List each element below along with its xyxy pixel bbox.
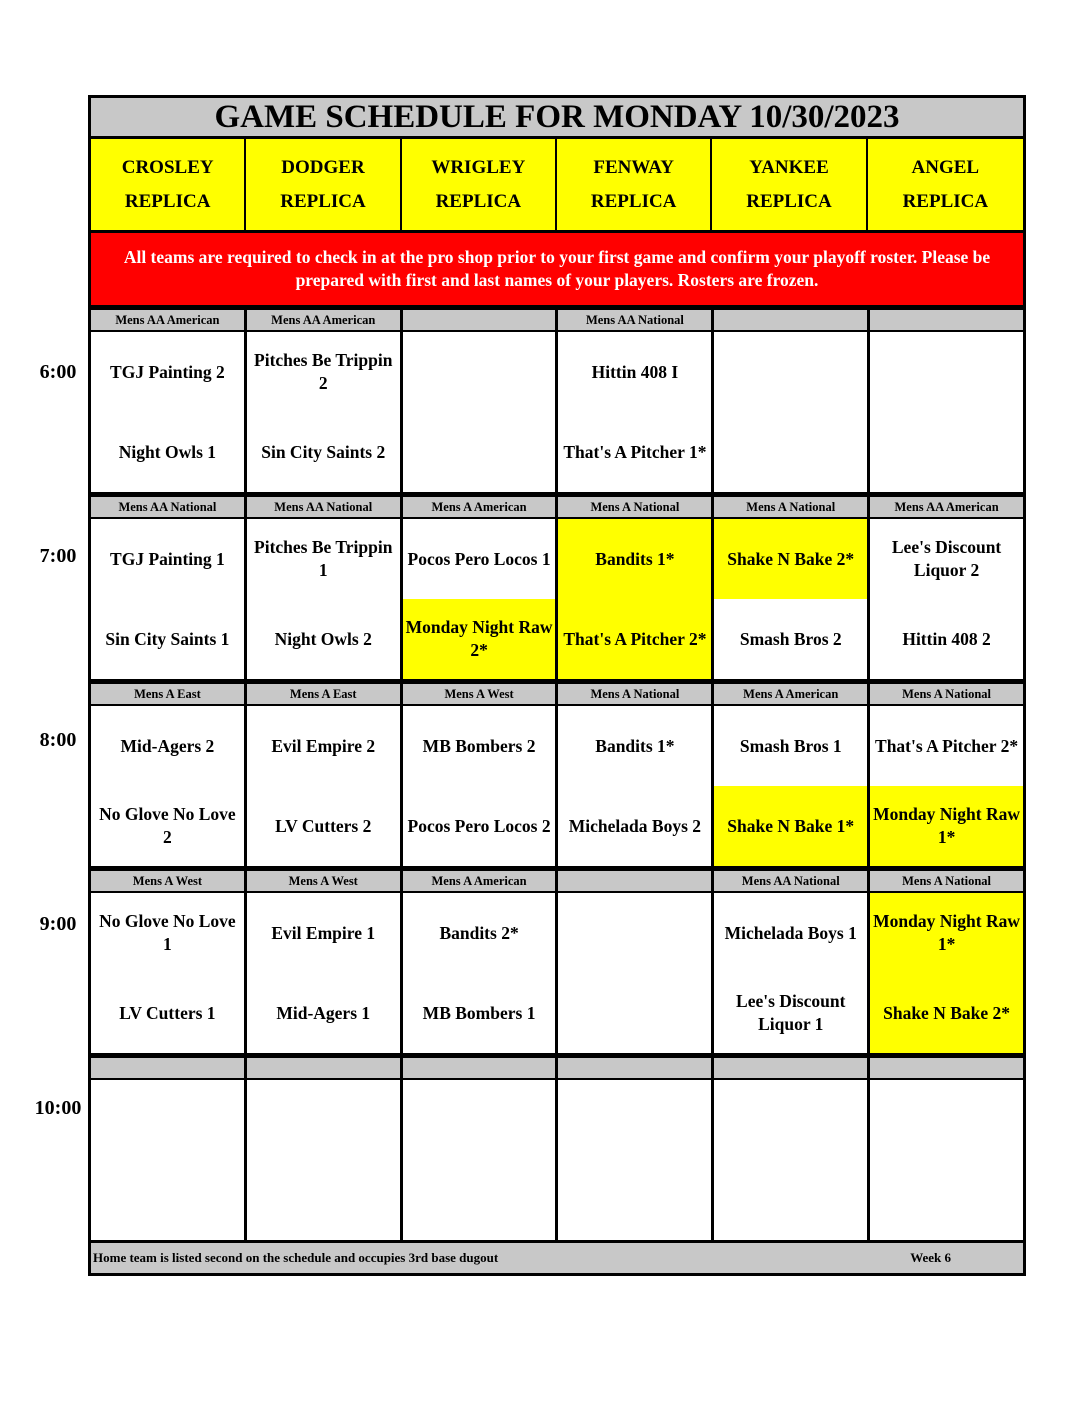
game-cell bbox=[403, 893, 556, 1053]
home-team bbox=[714, 1160, 867, 1240]
away-team bbox=[247, 1080, 400, 1160]
game-cell bbox=[714, 706, 867, 866]
away-team bbox=[714, 332, 867, 412]
away-team: Pitches Be Trippin 1 bbox=[247, 519, 400, 599]
game-cell bbox=[714, 893, 867, 1053]
home-team: Monday Night Raw 2* bbox=[403, 599, 556, 679]
division-label: Mens A American bbox=[403, 497, 556, 517]
division-label: Mens AA National bbox=[714, 871, 867, 891]
division-label bbox=[91, 1058, 244, 1078]
away-team bbox=[558, 1080, 711, 1160]
division-label: Mens AA National bbox=[91, 497, 244, 517]
game-cell bbox=[247, 893, 400, 1053]
home-team: Shake N Bake 1* bbox=[714, 786, 867, 866]
division-label bbox=[403, 310, 556, 330]
division-label: Mens AA National bbox=[558, 310, 711, 330]
schedule-footer bbox=[88, 1243, 1026, 1276]
home-team: Night Owls 2 bbox=[247, 599, 400, 679]
home-team bbox=[403, 412, 556, 492]
away-team: Hittin 408 I bbox=[558, 332, 711, 412]
home-team bbox=[558, 1160, 711, 1240]
home-team: Sin City Saints 1 bbox=[91, 599, 244, 679]
home-team: Night Owls 1 bbox=[91, 412, 244, 492]
field-name: FENWAY bbox=[593, 156, 674, 178]
field-yankee bbox=[712, 139, 867, 233]
home-team bbox=[558, 973, 711, 1053]
game-cell bbox=[403, 1080, 556, 1240]
home-team-note: Home team is listed second on the schedule and occupies 3rd base dugout bbox=[93, 1250, 499, 1265]
game-cell bbox=[403, 519, 556, 679]
division-label: Mens A West bbox=[91, 871, 244, 891]
away-team: Evil Empire 1 bbox=[247, 893, 400, 973]
home-team: Hittin 408 2 bbox=[870, 599, 1023, 679]
division-label bbox=[714, 1058, 867, 1078]
division-row bbox=[88, 682, 1026, 706]
field-wrigley bbox=[402, 139, 557, 233]
game-row bbox=[88, 893, 1026, 1056]
home-team: MB Bombers 1 bbox=[403, 973, 556, 1053]
home-team: Michelada Boys 2 bbox=[558, 786, 711, 866]
time-label: 9:00 bbox=[39, 913, 77, 935]
away-team: Bandits 1* bbox=[558, 706, 711, 786]
division-label: Mens A National bbox=[558, 497, 711, 517]
home-team bbox=[247, 1160, 400, 1240]
division-label: Mens A American bbox=[714, 684, 867, 704]
home-team: Lee's Discount Liquor 1 bbox=[714, 973, 867, 1053]
away-team: Evil Empire 2 bbox=[247, 706, 400, 786]
home-team bbox=[403, 1160, 556, 1240]
division-label bbox=[247, 1058, 400, 1078]
time-label: 7:00 bbox=[39, 545, 77, 567]
game-cell bbox=[247, 519, 400, 679]
game-cell bbox=[714, 1080, 867, 1240]
home-team: LV Cutters 1 bbox=[91, 973, 244, 1053]
home-team: LV Cutters 2 bbox=[247, 786, 400, 866]
division-label: Mens AA National bbox=[247, 497, 400, 517]
division-label: Mens A West bbox=[247, 871, 400, 891]
game-cell bbox=[403, 706, 556, 866]
division-row bbox=[88, 308, 1026, 332]
field-crosley bbox=[91, 139, 246, 233]
game-cell bbox=[91, 519, 244, 679]
field-fenway bbox=[557, 139, 712, 233]
time-label: 8:00 bbox=[39, 729, 77, 751]
field-sub: REPLICA bbox=[124, 190, 211, 212]
schedule-title: GAME SCHEDULE FOR MONDAY 10/30/2023 bbox=[88, 95, 1026, 139]
game-cell bbox=[247, 332, 400, 492]
away-team: TGJ Painting 2 bbox=[91, 332, 244, 412]
home-team bbox=[714, 412, 867, 492]
week-label: Week 6 bbox=[910, 1250, 951, 1265]
checkin-notice: All teams are required to check in at the pro shop prior to your first game and confirm your playoff roster. Please be prepared with first and last names of your players. Rosters are frozen. bbox=[88, 233, 1026, 308]
away-team: Pocos Pero Locos 1 bbox=[403, 519, 556, 599]
division-row bbox=[88, 869, 1026, 893]
field-name: WRIGLEY bbox=[431, 156, 526, 178]
division-label bbox=[870, 310, 1023, 330]
home-team: Pocos Pero Locos 2 bbox=[403, 786, 556, 866]
division-label: Mens AA American bbox=[870, 497, 1023, 517]
home-team: Mid-Agers 1 bbox=[247, 973, 400, 1053]
home-team: Monday Night Raw 1* bbox=[870, 786, 1023, 866]
division-label: Mens A American bbox=[403, 871, 556, 891]
division-label: Mens A National bbox=[870, 871, 1023, 891]
division-label: Mens A National bbox=[558, 684, 711, 704]
game-cell bbox=[870, 1080, 1023, 1240]
game-cell bbox=[247, 1080, 400, 1240]
away-team: MB Bombers 2 bbox=[403, 706, 556, 786]
away-team: Mid-Agers 2 bbox=[91, 706, 244, 786]
game-cell bbox=[714, 519, 867, 679]
game-cell bbox=[558, 519, 711, 679]
game-row bbox=[88, 332, 1026, 495]
away-team bbox=[91, 1080, 244, 1160]
field-name: ANGEL bbox=[911, 156, 980, 178]
away-team: Michelada Boys 1 bbox=[714, 893, 867, 973]
division-row bbox=[88, 495, 1026, 519]
game-cell bbox=[403, 332, 556, 492]
division-label: Mens A East bbox=[247, 684, 400, 704]
field-sub: REPLICA bbox=[435, 190, 522, 212]
home-team: That's A Pitcher 2* bbox=[558, 599, 711, 679]
away-team bbox=[870, 1080, 1023, 1160]
away-team: That's A Pitcher 2* bbox=[870, 706, 1023, 786]
division-label: Mens A West bbox=[403, 684, 556, 704]
home-team bbox=[870, 412, 1023, 492]
home-team: Shake N Bake 2* bbox=[870, 973, 1023, 1053]
game-cell bbox=[91, 1080, 244, 1240]
away-team: Monday Night Raw 1* bbox=[870, 893, 1023, 973]
field-name: CROSLEY bbox=[121, 156, 214, 178]
game-cell bbox=[91, 332, 244, 492]
field-name: DODGER bbox=[281, 156, 365, 178]
home-team: No Glove No Love 2 bbox=[91, 786, 244, 866]
away-team: Shake N Bake 2* bbox=[714, 519, 867, 599]
division-row bbox=[88, 1056, 1026, 1080]
game-row bbox=[88, 1080, 1026, 1243]
game-cell bbox=[558, 893, 711, 1053]
field-dodger bbox=[246, 139, 401, 233]
time-slots bbox=[88, 308, 1026, 1243]
away-team: Lee's Discount Liquor 2 bbox=[870, 519, 1023, 599]
away-team: Bandits 2* bbox=[403, 893, 556, 973]
game-cell bbox=[714, 332, 867, 492]
away-team bbox=[714, 1080, 867, 1160]
division-label: Mens A East bbox=[91, 684, 244, 704]
game-cell bbox=[870, 706, 1023, 866]
field-header-row bbox=[88, 139, 1026, 233]
field-sub: REPLICA bbox=[280, 190, 366, 212]
division-label bbox=[403, 1058, 556, 1078]
away-team: Smash Bros 1 bbox=[714, 706, 867, 786]
home-team: That's A Pitcher 1* bbox=[558, 412, 711, 492]
field-sub: REPLICA bbox=[746, 190, 832, 212]
game-cell bbox=[558, 332, 711, 492]
division-label: Mens AA American bbox=[247, 310, 400, 330]
division-label: Mens A National bbox=[870, 684, 1023, 704]
game-cell bbox=[558, 1080, 711, 1240]
schedule-sheet bbox=[88, 95, 1026, 1276]
away-team bbox=[403, 332, 556, 412]
away-team bbox=[403, 1080, 556, 1160]
away-team: Pitches Be Trippin 2 bbox=[247, 332, 400, 412]
field-angel bbox=[868, 139, 1023, 233]
division-label bbox=[558, 871, 711, 891]
field-name: YANKEE bbox=[749, 156, 829, 178]
division-label: Mens A National bbox=[714, 497, 867, 517]
away-team: Bandits 1* bbox=[558, 519, 711, 599]
home-team: Smash Bros 2 bbox=[714, 599, 867, 679]
game-row bbox=[88, 519, 1026, 682]
home-team bbox=[870, 1160, 1023, 1240]
field-sub: REPLICA bbox=[590, 190, 677, 212]
game-cell bbox=[247, 706, 400, 866]
game-cell bbox=[870, 893, 1023, 1053]
game-cell bbox=[870, 332, 1023, 492]
away-team: No Glove No Love 1 bbox=[91, 893, 244, 973]
field-sub: REPLICA bbox=[902, 190, 989, 212]
game-row bbox=[88, 706, 1026, 869]
division-label bbox=[558, 1058, 711, 1078]
game-cell bbox=[870, 519, 1023, 679]
away-team bbox=[558, 893, 711, 973]
home-team: Sin City Saints 2 bbox=[247, 412, 400, 492]
home-team bbox=[91, 1160, 244, 1240]
time-label: 10:00 bbox=[34, 1097, 82, 1119]
division-label: Mens AA American bbox=[91, 310, 244, 330]
game-cell bbox=[91, 893, 244, 1053]
game-cell bbox=[558, 706, 711, 866]
away-team bbox=[870, 332, 1023, 412]
away-team: TGJ Painting 1 bbox=[91, 519, 244, 599]
division-label bbox=[870, 1058, 1023, 1078]
time-label: 6:00 bbox=[39, 361, 77, 383]
division-label bbox=[714, 310, 867, 330]
game-cell bbox=[91, 706, 244, 866]
